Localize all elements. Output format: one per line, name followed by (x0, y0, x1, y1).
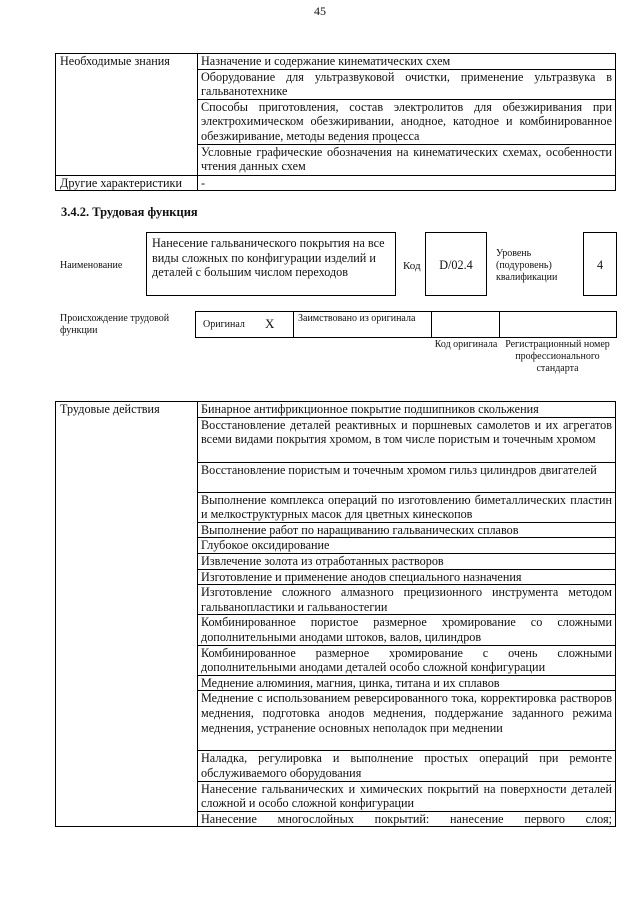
knowledge-table (55, 53, 616, 191)
divider (293, 312, 294, 337)
table-row (56, 175, 616, 191)
name-label: Наименование (60, 260, 123, 271)
table-row (56, 402, 616, 418)
action-item: Изготовление сложного алмазного прецизионного инструмента методом гальванопластики и гальваностегии (198, 585, 616, 615)
level-label: Уровень (подуровень) квалификации (496, 248, 558, 283)
divider (499, 312, 500, 337)
action-item: Комбинированное пористое размерное хромирование со сложными дополнительными анодами штоков, валов, цилиндров (198, 615, 616, 645)
reg-caption: Регистрационный номер профессионального стандарта (505, 339, 610, 374)
action-item: Восстановление деталей реактивных и поршневых самолетов и их агрегатов всеми видами покрытия хромом, в том числе пористым и точечным хромом (198, 417, 616, 462)
action-item: Меднение алюминия, магния, цинка, титана и их сплавов (198, 675, 616, 691)
action-item: Извлечение золота из отработанных растворов (198, 553, 616, 569)
action-item: Наладка, регулировка и выполнение простых операций при ремонте обслуживаемого оборудования (198, 751, 616, 781)
divider (431, 312, 432, 337)
level-box (583, 232, 617, 296)
other-value: - (198, 175, 616, 191)
action-item: Меднение с использованием реверсированного тока, корректировка растворов меднения, подготовка анодов меднения, поддержание заданного режима меднения, устранение основных неполадок при меднении (198, 691, 616, 751)
code-value: D/02.4 (439, 258, 473, 272)
action-item: Глубокое оксидирование (198, 538, 616, 554)
knowledge-label: Необходимые знания (56, 54, 198, 176)
original-label: Оригинал (203, 319, 245, 330)
origin-box (195, 311, 617, 338)
action-item: Нанесение гальванических и химических покрытий на поверхности деталей сложной и особо сложной конфигурации (198, 781, 616, 811)
actions-label: Трудовые действия (56, 402, 198, 827)
other-label: Другие характеристики (56, 175, 198, 191)
origin-label: Происхождение трудовой функции (60, 313, 170, 336)
action-item: Выполнение комплекса операций по изготовлению биметаллических пластин и мелкоструктурных масок для цветных кинескопов (198, 492, 616, 522)
knowledge-item: Условные графические обозначения на кинематических схемах, особенности чтения данных схем (198, 144, 616, 175)
action-item: Восстановление пористым и точечным хромом гильз цилиндров двигателей (198, 462, 616, 492)
table-row (56, 54, 616, 70)
code-caption: Код оригинала (434, 339, 498, 350)
borrowed-label: Заимствовано из оригинала (298, 313, 416, 324)
original-mark: X (265, 316, 275, 331)
knowledge-item: Назначение и содержание кинематических схем (198, 54, 616, 70)
action-item: Комбинированное размерное хромирование с очень сложными дополнительными анодами деталей особо сложной конфигурации (198, 645, 616, 675)
function-name: Нанесение гальванического покрытия на все виды сложных по конфигурации изделий и деталей с большим числом переходов (152, 236, 385, 280)
page-number: 45 (314, 4, 326, 18)
action-item: Нанесение многослойных покрытий: нанесение первого слоя; (198, 811, 616, 827)
action-item: Выполнение работ по наращиванию гальванических сплавов (198, 522, 616, 538)
action-item: Бинарное антифрикционное покрытие подшипников скольжения (198, 402, 616, 418)
action-item: Изготовление и применение анодов специального назначения (198, 569, 616, 585)
knowledge-item: Способы приготовления, состав электролитов для обезжиривания при электрохимическом обезжиривании, анодное, катодное и комбинированное обезжиривание, методы ведения процесса (198, 99, 616, 144)
actions-table (55, 401, 616, 827)
function-name-box (146, 232, 396, 296)
level-value: 4 (596, 258, 604, 272)
code-label: Код (403, 260, 421, 272)
knowledge-item: Оборудование для ультразвуковой очистки, применение ультразвука в гальванотехнике (198, 69, 616, 99)
code-box (425, 232, 487, 296)
section-title: 3.4.2. Трудовая функция (61, 205, 198, 219)
